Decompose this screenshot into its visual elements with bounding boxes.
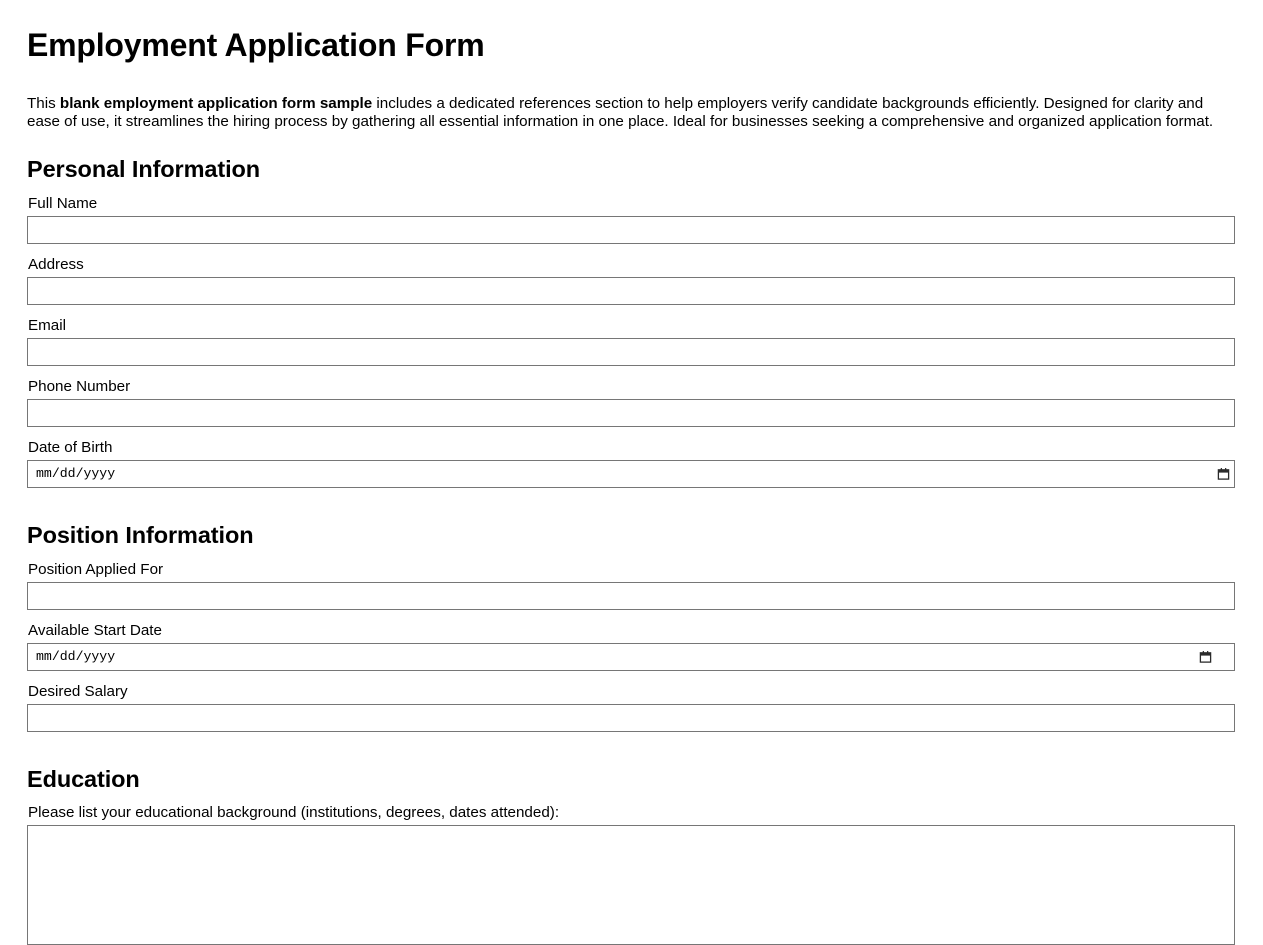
phone-number-input[interactable] bbox=[27, 399, 1235, 427]
field-address bbox=[27, 256, 1236, 305]
label-email: Email bbox=[28, 316, 66, 334]
email-input[interactable] bbox=[27, 338, 1235, 366]
section-heading-education: Education bbox=[27, 765, 140, 792]
page-title: Employment Application Form bbox=[27, 27, 485, 63]
section-heading-personal-information: Personal Information bbox=[27, 155, 261, 182]
available-start-date-placeholder: mm/dd/yyyy bbox=[36, 649, 116, 665]
field-desired-salary bbox=[27, 683, 1236, 732]
desired-salary-input[interactable] bbox=[27, 704, 1235, 732]
intro-rest: includes a dedicated references section to help employers verify candidate backgrounds efficiently. Designed for clarity and ease of use, it streamlines the hiring process by gathering all essential information in one place. Ideal for businesses seeking a comprehensive and organized application format. bbox=[27, 94, 1214, 131]
intro-bold-phrase: blank employment application form sample bbox=[59, 94, 373, 112]
position-applied-for-input[interactable] bbox=[27, 582, 1235, 610]
address-input[interactable] bbox=[27, 277, 1235, 305]
label-educational-background: Please list your educational background (institutions, degrees, dates attended): bbox=[28, 804, 560, 822]
field-educational-background bbox=[27, 804, 1236, 945]
label-position-applied-for: Position Applied For bbox=[28, 560, 164, 578]
field-date-of-birth bbox=[27, 439, 1236, 488]
form-page bbox=[0, 28, 1263, 945]
date-of-birth-input[interactable] bbox=[27, 460, 1235, 488]
section-spacer bbox=[27, 488, 1236, 498]
field-full-name bbox=[27, 195, 1236, 244]
field-phone-number bbox=[27, 378, 1236, 427]
calendar-icon[interactable] bbox=[1217, 467, 1230, 480]
label-available-start-date: Available Start Date bbox=[28, 621, 162, 639]
field-position-applied-for bbox=[27, 561, 1236, 610]
section-spacer bbox=[27, 732, 1236, 742]
label-phone-number: Phone Number bbox=[28, 377, 131, 395]
intro-paragraph bbox=[27, 95, 1227, 132]
educational-background-textarea[interactable] bbox=[27, 825, 1235, 945]
full-name-input[interactable] bbox=[27, 216, 1235, 244]
calendar-icon[interactable] bbox=[1199, 650, 1212, 663]
date-of-birth-placeholder: mm/dd/yyyy bbox=[36, 466, 116, 482]
label-full-name: Full Name bbox=[28, 194, 98, 212]
section-heading-position-information: Position Information bbox=[27, 521, 254, 548]
label-date-of-birth: Date of Birth bbox=[28, 438, 113, 456]
intro-lead: This bbox=[27, 94, 60, 112]
label-desired-salary: Desired Salary bbox=[28, 682, 128, 700]
available-start-date-input[interactable] bbox=[27, 643, 1235, 671]
field-email bbox=[27, 317, 1236, 366]
label-address: Address bbox=[28, 255, 84, 273]
field-available-start-date bbox=[27, 622, 1236, 671]
